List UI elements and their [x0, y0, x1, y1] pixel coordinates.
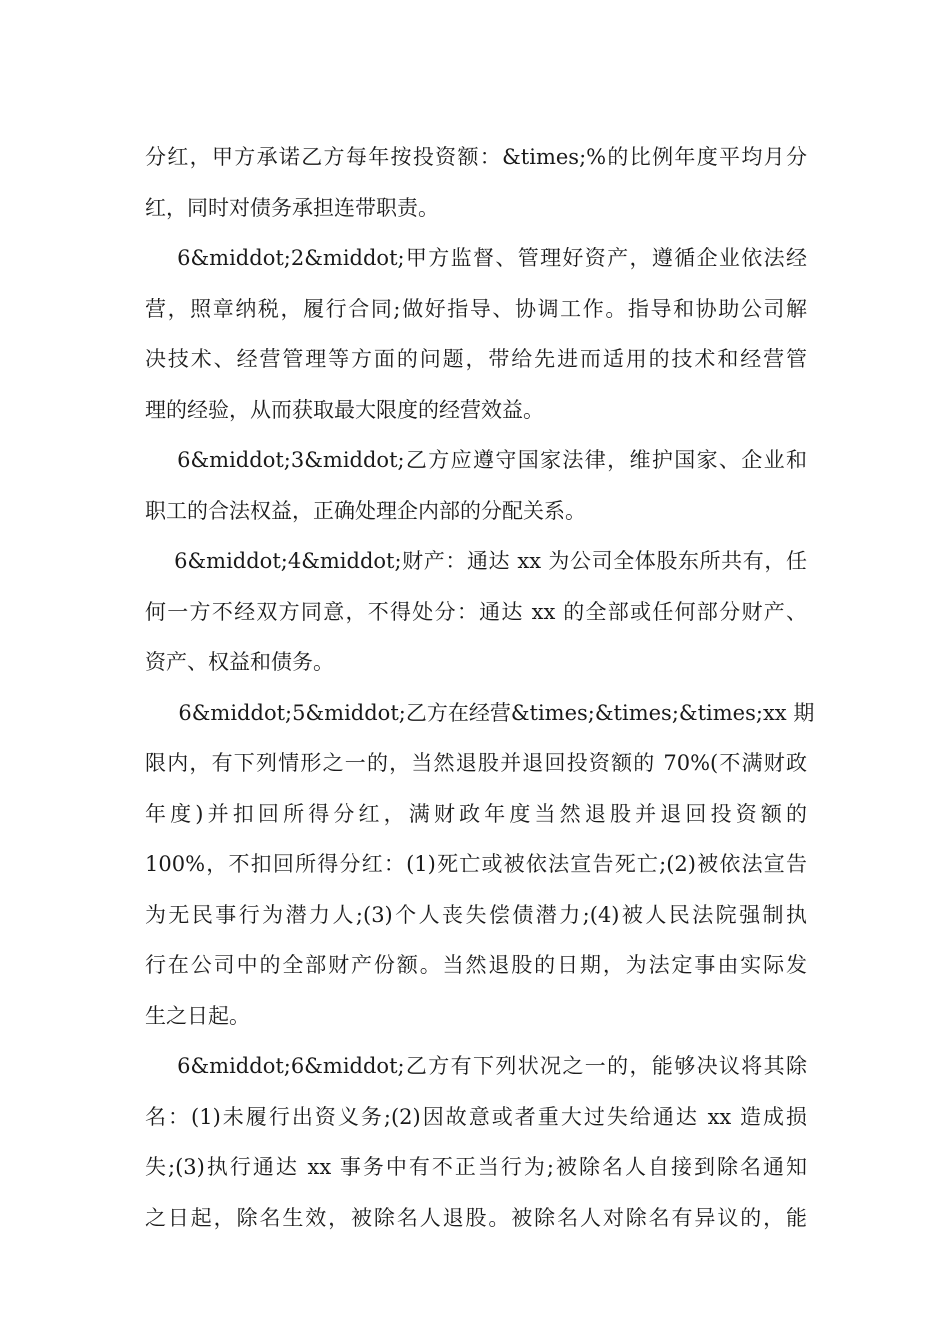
text-line: 之日起，除名生效，被除名人退股。被除名人对除名有异议的，能: [145, 1205, 807, 1230]
text-line: 决技术、经营管理等方面的问题，带给先进而适用的技术和经营管: [145, 347, 807, 371]
text-line: 分红，甲方承诺乙方每年按投资额：&times;%的比例年度平均月分: [145, 145, 807, 169]
text-line: 红，同时对债务承担连带职责。: [145, 195, 439, 220]
text-line: 100%，不扣回所得分红：(1)死亡或被依法宣告死亡;(2)被依法宣告: [145, 852, 807, 876]
text-line: 6&middot;5&middot;乙方在经营&times;&times;&times;xx 期: [145, 700, 815, 725]
text-line: 6&middot;3&middot;乙方应遵守国家法律，维护国家、企业和: [145, 448, 807, 472]
text-line: 名：(1)未履行出资义务;(2)因故意或者重大过失给通达 xx 造成损: [145, 1104, 807, 1129]
text-line: 资产、权益和债务。: [145, 650, 334, 674]
text-line: 年度)并扣回所得分红，满财政年度当然退股并退回投资额的: [145, 801, 807, 826]
text-line: 为无民事行为潜力人;(3)个人丧失偿债潜力;(4)被人民法院强制执: [145, 902, 807, 927]
text-line: 6&middot;2&middot;甲方监督、管理好资产，遵循企业依法经: [145, 246, 807, 270]
text-line: 理的经验，从而获取最大限度的经营效益。: [145, 397, 544, 422]
text-line: 失;(3)执行通达 xx 事务中有不正当行为;被除名人自接到除名通知: [145, 1155, 807, 1179]
text-line: 6&middot;4&middot;财产：通达 xx 为公司全体股东所共有，任: [145, 549, 807, 573]
text-line: 职工的合法权益，正确处理企内部的分配关系。: [145, 498, 586, 523]
text-line: 何一方不经双方同意，不得处分：通达 xx 的全部或任何部分财产、: [145, 599, 807, 624]
text-line: 限内，有下列情形之一的，当然退股并退回投资额的 70%(不满财政: [145, 751, 807, 775]
text-line: 营，照章纳税，履行合同;做好指导、协调工作。指导和协助公司解: [145, 296, 807, 321]
text-line: 6&middot;6&middot;乙方有下列状况之一的，能够决议将其除: [145, 1054, 807, 1078]
text-line: 生之日起。: [145, 1003, 250, 1028]
document-body: [145, 132, 815, 1243]
text-line: 行在公司中的全部财产份额。当然退股的日期，为法定事由实际发: [145, 953, 807, 977]
